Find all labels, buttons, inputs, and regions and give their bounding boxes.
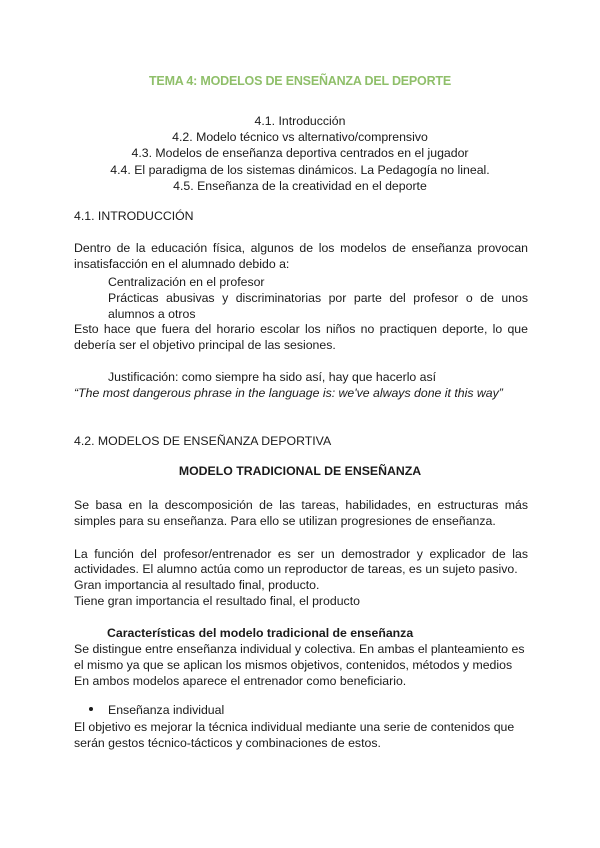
bullet-item: Enseñanza individual [108,703,225,717]
section-heading-introduction: 4.1. INTRODUCCIÓN [74,209,194,223]
cause-item: Prácticas abusivas y discriminatorias por parte del profesor o de unos [108,291,528,305]
paragraph-line: Gran importancia al resultado final, producto. [74,578,320,592]
cause-item: Centralización en el profesor [108,275,265,289]
characteristics-heading: Características del modelo tradicional de enseñanza [107,626,414,640]
bullet-icon [89,707,93,711]
table-of-contents [0,113,600,194]
paragraph-line: Se distingue entre enseñanza individual y colectiva. En ambas el planteamiento es [74,642,525,656]
paragraph-line: Se basa en la descomposición de las tareas, habilidades, en estructuras más [74,498,528,512]
toc-item: 4.5. Enseñanza de la creatividad en el deporte [173,178,427,193]
paragraph-line: simples para su enseñanza. Para ello se utilizan progresiones de enseñanza. [74,514,496,528]
paragraph-line: El objetivo es mejorar la técnica individual mediante una serie de contenidos que [74,720,515,734]
toc-item: 4.3. Modelos de enseñanza deportiva centrados en el jugador [131,146,469,161]
paragraph-line: insatisfacción en el alumnado debido a: [74,257,290,271]
quote-line: “The most dangerous phrase in the language is: we've always done it this way” [74,386,503,400]
paragraph-line: Dentro de la educación física, algunos de los modelos de enseñanza provocan [74,241,528,255]
paragraph-line: En ambos modelos aparece el entrenador como beneficiario. [74,674,407,688]
toc-item: 4.2. Modelo técnico vs alternativo/comprensivo [172,130,428,145]
justification-line: Justificación: como siempre ha sido así, hay que hacerlo así [108,370,437,384]
paragraph-line: actividades. El alumno actúa como un reproductor de tareas, es un sujeto pasivo. [74,562,518,576]
paragraph-line: el mismo ya que se aplican los mismos objetivos, contenidos, métodos y medios [74,658,513,672]
document-title: TEMA 4: MODELOS DE ENSEÑANZA DEL DEPORTE [149,74,451,88]
cause-item-continuation: alumnos a otros [108,307,196,321]
section-heading-models: 4.2. MODELOS DE ENSEÑANZA DEPORTIVA [74,434,332,448]
paragraph-line: La función del profesor/entrenador es ser un demostrador y explicador de las [74,547,528,561]
subheading-traditional-model: MODELO TRADICIONAL DE ENSEÑANZA [178,464,422,478]
paragraph-line: Esto hace que fuera del horario escolar los niños no practiquen deporte, lo que [74,322,528,336]
paragraph-line: debería ser el objetivo principal de las sesiones. [74,338,336,352]
toc-item: 4.4. El paradigma de los sistemas dinámicos. La Pedagogía no lineal. [110,162,490,177]
toc-item: 4.1. Introducción [254,114,346,128]
paragraph-line: Tiene gran importancia el resultado final, el producto [74,594,360,608]
paragraph-line: serán gestos técnico-tácticos y combinaciones de estos. [74,736,381,750]
